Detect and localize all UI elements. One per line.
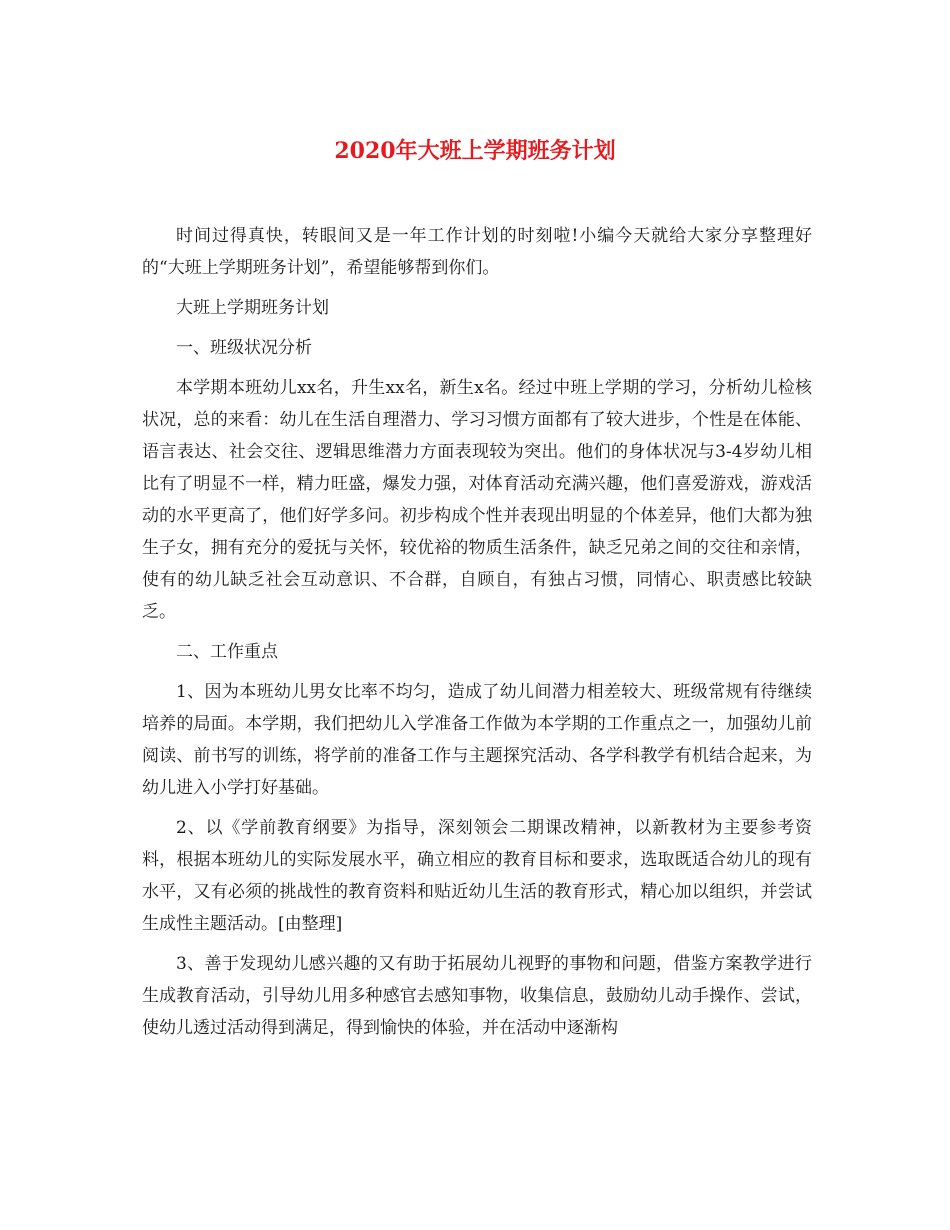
work-focus-item-3: 3、善于发现幼儿感兴趣的又有助于拓展幼儿视野的事物和问题，借鉴方案教学进行生成教育活动，引导幼儿用多种感官去感知事物，收集信息，鼓励幼儿动手操作、尝试，使幼儿透过活动得到满足，得到愉快的体验，并在活动中逐渐构 (142, 954, 812, 1038)
class-analysis-paragraph: 本学期本班幼儿xx名，升生xx名，新生x名。经过中班上学期的学习，分析幼儿检核状况，总的来看：幼儿在生活自理潜力、学习习惯方面都有了较大进步，个性是在体能、语言表达、社会交往、逻辑思维潜力方面表现较为突出。他们的身体状况与3-4岁幼儿相比有了明显不一样，精力旺盛，爆发力强，对体育活动充满兴趣，他们喜爱游戏，游戏活动的水平更高了，他们好学多问。初步构成个性并表现出明显的个体差异，他们大都为独生子女，拥有充分的爱抚与关怀，较优裕的物质生活条件，缺乏兄弟之间的交往和亲情，使有的幼儿缺乏社会互动意识、不合群，自顾自，有独占习惯，同情心、职责感比较缺乏。 (142, 378, 812, 622)
work-focus-item-2: 2、以《学前教育纲要》为指导，深刻领会二期课改精神，以新教材为主要参考资料，根据本班幼儿的实际发展水平，确立相应的教育目标和要求，选取既适合幼儿的现有水平，又有必须的挑战性的教育资料和贴近幼儿生活的教育形式，精心加以组织，并尝试生成性主题活动。[由整理] (142, 818, 812, 934)
intro-paragraph: 时间过得真快，转眼间又是一年工作计划的时刻啦!小编今天就给大家分享整理好的“大班上学期班务计划”，希望能够帮到你们。 (142, 226, 812, 278)
subtitle-paragraph: 大班上学期班务计划 (176, 298, 329, 318)
document-body (142, 220, 812, 1052)
section-heading-work-focus: 二、工作重点 (176, 642, 278, 662)
work-focus-item-1: 1、因为本班幼儿男女比率不均匀，造成了幼儿间潜力相差较大、班级常规有待继续培养的局面。本学期，我们把幼儿入学准备工作做为本学期的工作重点之一，加强幼儿前阅读、前书写的训练，将学前的准备工作与主题探究活动、各学科教学有机结合起来，为幼儿进入小学打好基础。 (142, 682, 812, 798)
document-title: 2020年大班上学期班务计划 (334, 138, 616, 164)
section-heading-class-analysis: 一、班级状况分析 (176, 338, 312, 358)
